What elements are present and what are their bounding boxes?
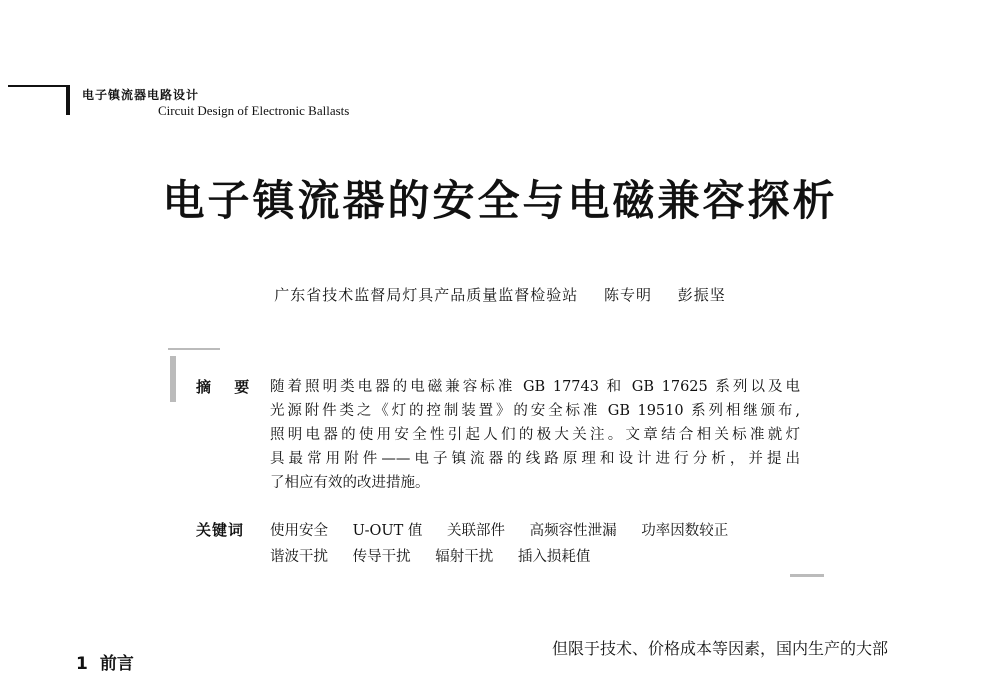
keyword: 功率因数较正 — [641, 523, 729, 539]
keywords-label: 关键词 — [196, 521, 245, 539]
header-rule — [8, 85, 68, 87]
keyword: 插入损耗值 — [517, 549, 591, 565]
scan-artifact — [168, 348, 220, 350]
author-1: 陈专明 — [603, 286, 652, 304]
series-title-en: Circuit Design of Electronic Ballasts — [158, 103, 350, 118]
keyword: 关联部件 — [446, 523, 505, 539]
abstract-line: 随着照明类电器的电磁兼容标准 GB 17743 和 GB 17625 系列以及电 — [270, 379, 800, 395]
keyword: 传导干扰 — [352, 549, 411, 565]
affiliation: 广东省技术监督局灯具产品质量监督检验站 — [274, 286, 579, 304]
section-title: 前言 — [99, 654, 134, 674]
keyword: 辐射干扰 — [435, 549, 494, 565]
keywords-line-1 — [270, 518, 800, 544]
author-line — [0, 284, 1000, 305]
header-bar — [66, 85, 70, 115]
keyword: 使用安全 — [270, 523, 328, 539]
section-heading — [76, 649, 134, 674]
keyword: 谐波干扰 — [270, 549, 328, 565]
section-number: 1 — [76, 654, 88, 674]
body-text-line: 但限于技术、价格成本等因素，国内生产的大部 — [552, 639, 889, 658]
abstract-line: 光源附件类之《灯的控制装置》的安全标准 GB 19510 系列相继颁布, — [270, 403, 800, 419]
keyword: 高频容性泄漏 — [529, 523, 617, 539]
keywords-list — [270, 518, 800, 570]
abstract-line: 了相应有效的改进措施。 — [270, 475, 430, 491]
abstract-text — [270, 375, 800, 495]
abstract-label: 摘 要 — [196, 378, 259, 396]
keywords-line-2 — [270, 544, 800, 570]
scan-artifact — [170, 356, 176, 402]
abstract-line: 照明电器的使用安全性引起人们的极大关注。文章结合相关标准就灯 — [270, 427, 800, 443]
abstract-line: 具最常用附件——电子镇流器的线路原理和设计进行分析，并提出 — [270, 451, 800, 467]
keyword: U-OUT 值 — [352, 523, 423, 539]
author-2: 彭振坚 — [677, 286, 726, 304]
series-title-cn: 电子镇流器电路设计 — [82, 88, 200, 102]
article-title: 电子镇流器的安全与电磁兼容探析 — [162, 176, 838, 225]
scan-artifact — [790, 574, 824, 577]
